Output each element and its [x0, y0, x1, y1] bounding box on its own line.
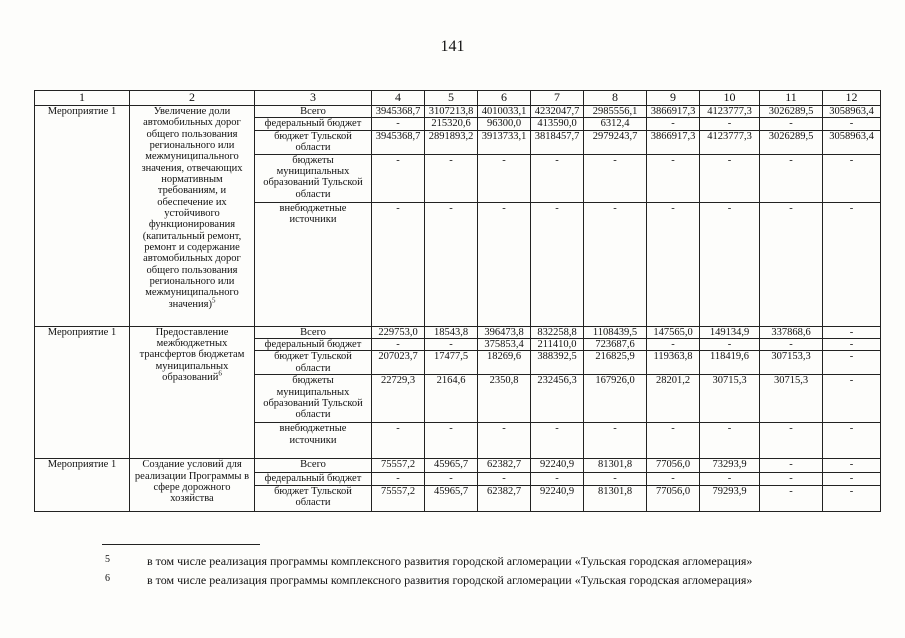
footnote-ref: 5	[212, 296, 216, 305]
value-cell: 30715,3	[760, 375, 823, 423]
value-cell: 75557,2	[372, 459, 425, 473]
value-cell: 3818457,7	[531, 130, 584, 154]
value-cell: 4232047,7	[531, 106, 584, 118]
value-cell: -	[760, 473, 823, 485]
value-cell: 3058963,4	[823, 130, 881, 154]
value-cell: 337868,6	[760, 326, 823, 338]
value-cell: -	[823, 423, 881, 459]
description-text: Создание условий для реализации Программы в сфере дорожного хозяйства	[134, 459, 250, 505]
value-cell: -	[760, 423, 823, 459]
value-cell: 22729,3	[372, 375, 425, 423]
header-cell: 2	[130, 91, 255, 106]
value-cell: -	[584, 202, 647, 326]
funding-source: бюджеты муниципальных образований Тульской области	[255, 154, 372, 202]
value-cell: -	[372, 118, 425, 130]
value-cell: 118419,6	[700, 351, 760, 375]
header-cell: 8	[584, 91, 647, 106]
footnote-mark: 5	[105, 554, 110, 565]
value-cell: 229753,0	[372, 326, 425, 338]
value-cell: -	[823, 326, 881, 338]
table-row	[35, 106, 881, 118]
value-cell: 45965,7	[425, 485, 478, 511]
value-cell: -	[372, 423, 425, 459]
value-cell: -	[823, 202, 881, 326]
activity-description	[130, 326, 255, 459]
value-cell: 4123777,3	[700, 106, 760, 118]
value-cell: 2985556,1	[584, 106, 647, 118]
funding-source: Всего	[255, 459, 372, 473]
value-cell: 73293,9	[700, 459, 760, 473]
value-cell: -	[823, 351, 881, 375]
footnote-text: в том числе реализация программы комплексного развития городской агломерации «Тульская городская агломерация»	[147, 554, 753, 568]
value-cell: -	[700, 473, 760, 485]
value-cell: -	[478, 202, 531, 326]
value-cell: 2164,6	[425, 375, 478, 423]
value-cell: 216825,9	[584, 351, 647, 375]
value-cell: 75557,2	[372, 485, 425, 511]
value-cell: 92240,9	[531, 485, 584, 511]
header-cell: 10	[700, 91, 760, 106]
value-cell: 77056,0	[647, 485, 700, 511]
value-cell: -	[372, 202, 425, 326]
value-cell: 81301,8	[584, 459, 647, 473]
budget-table	[34, 90, 881, 512]
value-cell: 232456,3	[531, 375, 584, 423]
value-cell: -	[425, 423, 478, 459]
value-cell: 388392,5	[531, 351, 584, 375]
value-cell: -	[478, 154, 531, 202]
activity-description	[130, 459, 255, 511]
value-cell: 28201,2	[647, 375, 700, 423]
value-cell: -	[700, 154, 760, 202]
table-row	[35, 459, 881, 473]
header-cell: 5	[425, 91, 478, 106]
funding-source: внебюджетные источники	[255, 423, 372, 459]
value-cell: 119363,8	[647, 351, 700, 375]
value-cell: 413590,0	[531, 118, 584, 130]
value-cell: 149134,9	[700, 326, 760, 338]
funding-source: федеральный бюджет	[255, 338, 372, 350]
value-cell: 81301,8	[584, 485, 647, 511]
value-cell: -	[823, 118, 881, 130]
value-cell: -	[760, 154, 823, 202]
activity-label: Мероприятие 1	[35, 459, 130, 511]
value-cell: 3026289,5	[760, 130, 823, 154]
value-cell: -	[823, 473, 881, 485]
value-cell: -	[425, 154, 478, 202]
header-cell: 6	[478, 91, 531, 106]
activity-label: Мероприятие 1	[35, 106, 130, 327]
funding-source: бюджет Тульской области	[255, 130, 372, 154]
value-cell: 3913733,1	[478, 130, 531, 154]
activity-label: Мероприятие 1	[35, 326, 130, 459]
value-cell: 62382,7	[478, 485, 531, 511]
funding-source: федеральный бюджет	[255, 473, 372, 485]
table-body	[35, 91, 881, 512]
header-cell: 3	[255, 91, 372, 106]
funding-source: бюджет Тульской области	[255, 351, 372, 375]
value-cell: -	[425, 202, 478, 326]
value-cell: -	[584, 154, 647, 202]
value-cell: 375853,4	[478, 338, 531, 350]
value-cell: -	[647, 473, 700, 485]
value-cell: -	[425, 338, 478, 350]
value-cell: -	[531, 423, 584, 459]
value-cell: -	[647, 338, 700, 350]
value-cell: -	[700, 202, 760, 326]
funding-source: внебюджетные источники	[255, 202, 372, 326]
value-cell: 77056,0	[647, 459, 700, 473]
value-cell: -	[531, 473, 584, 485]
value-cell: 211410,0	[531, 338, 584, 350]
value-cell: -	[647, 118, 700, 130]
value-cell: -	[760, 202, 823, 326]
funding-source: Всего	[255, 106, 372, 118]
value-cell: 147565,0	[647, 326, 700, 338]
footnote-ref: 6	[218, 369, 222, 378]
value-cell: 167926,0	[584, 375, 647, 423]
activity-description	[130, 106, 255, 327]
value-cell: 3866917,3	[647, 130, 700, 154]
value-cell: -	[760, 485, 823, 511]
funding-source: бюджет Тульской области	[255, 485, 372, 511]
value-cell: -	[584, 473, 647, 485]
value-cell: 96300,0	[478, 118, 531, 130]
page-number: 141	[440, 38, 465, 55]
funding-source: Всего	[255, 326, 372, 338]
header-cell: 1	[35, 91, 130, 106]
value-cell: -	[531, 202, 584, 326]
value-cell: 3058963,4	[823, 106, 881, 118]
value-cell: -	[372, 473, 425, 485]
value-cell: -	[760, 459, 823, 473]
funding-source: федеральный бюджет	[255, 118, 372, 130]
header-cell: 12	[823, 91, 881, 106]
value-cell: 62382,7	[478, 459, 531, 473]
value-cell: -	[760, 338, 823, 350]
value-cell: 1108439,5	[584, 326, 647, 338]
value-cell: 396473,8	[478, 326, 531, 338]
value-cell: 307153,3	[760, 351, 823, 375]
value-cell: -	[823, 375, 881, 423]
value-cell: 17477,5	[425, 351, 478, 375]
value-cell: -	[478, 473, 531, 485]
value-cell: -	[647, 202, 700, 326]
value-cell: 2350,8	[478, 375, 531, 423]
header-cell: 9	[647, 91, 700, 106]
header-cell: 11	[760, 91, 823, 106]
footnote-text: в том числе реализация программы комплексного развития городской агломерации «Тульская городская агломерация»	[147, 573, 753, 587]
value-cell: 832258,8	[531, 326, 584, 338]
value-cell: -	[647, 154, 700, 202]
value-cell: -	[700, 338, 760, 350]
value-cell: 2891893,2	[425, 130, 478, 154]
value-cell: 79293,9	[700, 485, 760, 511]
footnote-mark: 6	[105, 573, 110, 584]
header-cell: 7	[531, 91, 584, 106]
value-cell: 6312,4	[584, 118, 647, 130]
value-cell: 3866917,3	[647, 106, 700, 118]
value-cell: -	[823, 338, 881, 350]
value-cell: -	[760, 118, 823, 130]
value-cell: 4123777,3	[700, 130, 760, 154]
value-cell: 723687,6	[584, 338, 647, 350]
value-cell: -	[647, 423, 700, 459]
footnote-6	[105, 573, 865, 588]
value-cell: -	[823, 154, 881, 202]
value-cell: -	[478, 423, 531, 459]
footnote-5	[105, 554, 865, 569]
value-cell: 215320,6	[425, 118, 478, 130]
value-cell: -	[823, 485, 881, 511]
value-cell: 207023,7	[372, 351, 425, 375]
value-cell: -	[700, 423, 760, 459]
value-cell: -	[584, 423, 647, 459]
value-cell: 2979243,7	[584, 130, 647, 154]
footnote-rule	[102, 544, 260, 545]
value-cell: -	[372, 338, 425, 350]
value-cell: 30715,3	[700, 375, 760, 423]
header-row	[35, 91, 881, 106]
value-cell: 3945368,7	[372, 106, 425, 118]
value-cell: -	[372, 154, 425, 202]
description-text: Предоставление межбюджетных трансфертов бюджетам муниципальных образований	[139, 326, 245, 383]
funding-source: бюджеты муниципальных образований Тульской области	[255, 375, 372, 423]
table-row	[35, 326, 881, 338]
value-cell: 3107213,8	[425, 106, 478, 118]
description-text: Увеличение доли автомобильных дорог общего пользования регионального или межмуниципального значения, отвечающих нормативным требованиям, и обеспечение их устойчивого функционирования (капитальный ремонт, ремонт и содержание автомобильных дорог общего пользования регионального или межмуниципального значения)	[141, 106, 243, 310]
value-cell: 45965,7	[425, 459, 478, 473]
value-cell: 92240,9	[531, 459, 584, 473]
value-cell: -	[823, 459, 881, 473]
value-cell: -	[700, 118, 760, 130]
value-cell: 3945368,7	[372, 130, 425, 154]
value-cell: 18269,6	[478, 351, 531, 375]
header-cell: 4	[372, 91, 425, 106]
value-cell: 3026289,5	[760, 106, 823, 118]
value-cell: -	[425, 473, 478, 485]
value-cell: 18543,8	[425, 326, 478, 338]
value-cell: 4010033,1	[478, 106, 531, 118]
value-cell: -	[531, 154, 584, 202]
